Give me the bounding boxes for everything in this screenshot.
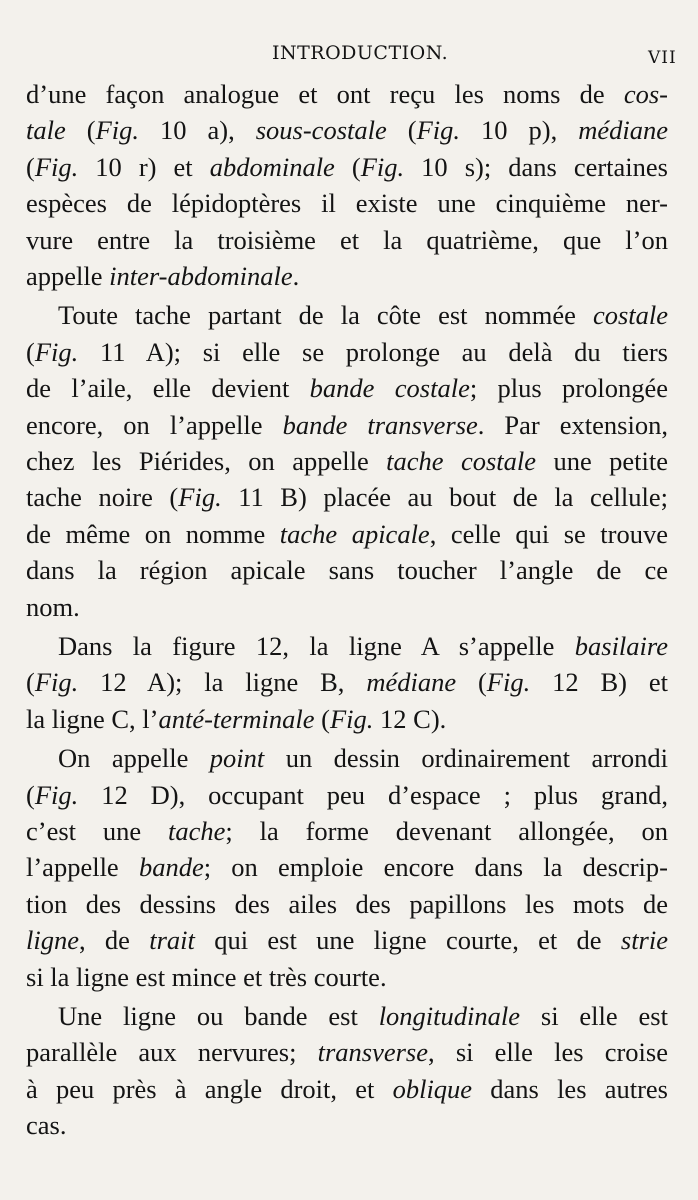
text-line [26,443,668,479]
text-segment: ; on emploie encore dans la descrip- [203,852,668,883]
text-segment: 12 D), occupant peu d’espace ; plus grand, [78,779,668,810]
text-segment: chez les Piérides, on appelle [26,446,387,476]
text-segment: appelle [26,261,110,291]
text-segment: de l’aile, elle devient [26,373,310,404]
text-segment: Fig. [34,336,79,367]
text-line [26,701,668,737]
text-segment: ( [386,115,417,146]
text-line [26,589,668,625]
text-line [26,479,668,515]
text-segment: abdominale [209,151,335,182]
page-number: VII [648,48,677,68]
text-segment: Fig. [416,115,461,146]
text-segment: de même on nomme [26,518,280,549]
text-line [26,334,668,370]
text-line [26,777,668,813]
text-line [26,959,668,995]
text-segment: costale [592,300,668,331]
text-segment: Fig. [486,667,531,698]
text-segment: 12 C). [373,703,447,734]
text-segment: trait [149,925,195,956]
text-segment: tache apicale [279,518,430,549]
text-segment: , si elle les croise [428,1037,668,1068]
text-line [26,849,668,885]
text-line [26,258,668,294]
text-line [26,552,668,588]
text-segment: ( [26,151,35,182]
text-segment: point [209,743,265,774]
text-line [26,922,668,958]
text-segment: un dessin ordinairement arrondi [264,743,668,774]
running-title: INTRODUCTION. [272,42,449,64]
text-line [26,813,668,849]
text-segment: la ligne C, l’ [26,703,159,734]
text-segment: transverse [317,1037,429,1068]
text-segment: ( [26,779,35,810]
text-segment: bande [138,852,204,883]
text-segment: 12 B) et [530,667,668,698]
text-segment: , de [79,925,150,956]
text-segment: cos- [623,79,668,109]
text-segment: inter-abdominale [109,261,293,291]
text-line [26,1107,668,1143]
text-segment: strie [620,925,668,956]
text-segment: tion des dessins des ailes des papillons les mots de [26,888,668,919]
text-segment: , celle qui se trouve [429,518,669,549]
text-line [26,222,668,258]
text-segment: l’appelle [26,852,139,883]
text-segment: médiane [578,115,668,146]
text-segment: ( [314,703,330,734]
text-line [26,664,668,700]
text-segment: ( [26,667,35,698]
text-segment: espèces de lépidoptères il existe une cinquième ner- [26,188,668,219]
text-segment: ligne [26,925,79,956]
text-segment: ( [456,667,487,698]
text-segment: ; plus prolongée [469,373,669,404]
text-segment: . [292,261,300,291]
text-segment: Fig. [95,115,140,146]
text-segment: 12 A); la ligne B, [78,667,367,698]
text-segment: 10 p), [460,115,579,146]
text-segment: ; la forme devenant allongée, on [225,816,668,846]
text-segment: médiane [366,667,457,698]
text-segment: tache [168,816,226,846]
text-segment: d’une façon analogue et ont reçu les noms de [26,79,624,109]
text-segment: 11 B) placée au bout de la cellule; [221,482,668,513]
text-line [26,149,668,185]
text-segment: 11 A); si elle se prolonge au delà du tiers [78,336,668,367]
text-line [26,886,668,922]
text-segment: 10 r) et [78,151,210,182]
text-segment: 10 s); dans certaines [404,151,668,182]
text-segment: Dans la figure 12, la ligne A s’appelle [58,631,575,661]
text-segment: Fig. [329,703,374,734]
text-line [26,76,668,112]
text-segment: si la ligne est mince et très courte. [26,961,387,992]
text-line [26,185,668,221]
text-segment: dans la région apicale sans toucher l’angle de ce [26,555,668,586]
text-segment: Une ligne ou bande est [58,1001,379,1031]
text-line [26,370,668,406]
text-segment: 10 a), [139,115,256,146]
text-segment: une petite [536,446,669,476]
text-line [58,740,668,776]
text-line [26,407,668,443]
text-segment: Fig. [360,151,405,182]
page-header [0,42,698,72]
text-segment: cas. [26,1110,67,1141]
text-segment: c’est une [26,816,169,846]
text-segment: Fig. [178,482,222,513]
text-segment: encore, on l’appelle [26,409,283,440]
text-segment: anté-terminale [158,703,315,734]
text-segment: nom. [26,591,80,622]
text-segment: ( [334,151,361,182]
text-segment: oblique [392,1073,473,1104]
text-segment: parallèle aux nervures; [26,1037,318,1068]
text-line [58,297,668,333]
text-segment: si elle est [520,1001,668,1031]
text-segment: qui est une ligne courte, et de [194,925,621,956]
text-segment: à peu près à angle droit, et [26,1073,393,1104]
text-line [26,516,668,552]
text-segment: tale [26,115,66,146]
text-segment: dans les autres [472,1073,668,1104]
text-segment: Toute tache partant de la côte est nommée [58,300,593,331]
text-segment: bande costale [309,373,470,404]
text-segment: On appelle [58,743,210,774]
text-segment: Fig. [34,667,79,698]
text-segment: vure entre la troisième et la quatrième, que l’on [26,224,668,255]
text-segment: Fig. [34,151,79,182]
text-segment: sous-costale [255,115,387,146]
text-line [58,628,668,664]
text-segment: tache noire ( [26,482,179,513]
text-segment: Fig. [34,779,79,810]
text-line [26,1034,668,1070]
text-segment: ( [26,336,35,367]
text-segment: bande transverse [282,409,478,440]
text-segment: . Par extension, [477,409,668,440]
text-line [26,1071,668,1107]
text-line [26,112,668,148]
text-segment: ( [65,115,96,146]
text-segment: tache costale [386,446,537,476]
text-segment: longitudinale [378,1001,521,1031]
text-segment: basilaire [574,631,668,661]
text-line [58,998,668,1034]
